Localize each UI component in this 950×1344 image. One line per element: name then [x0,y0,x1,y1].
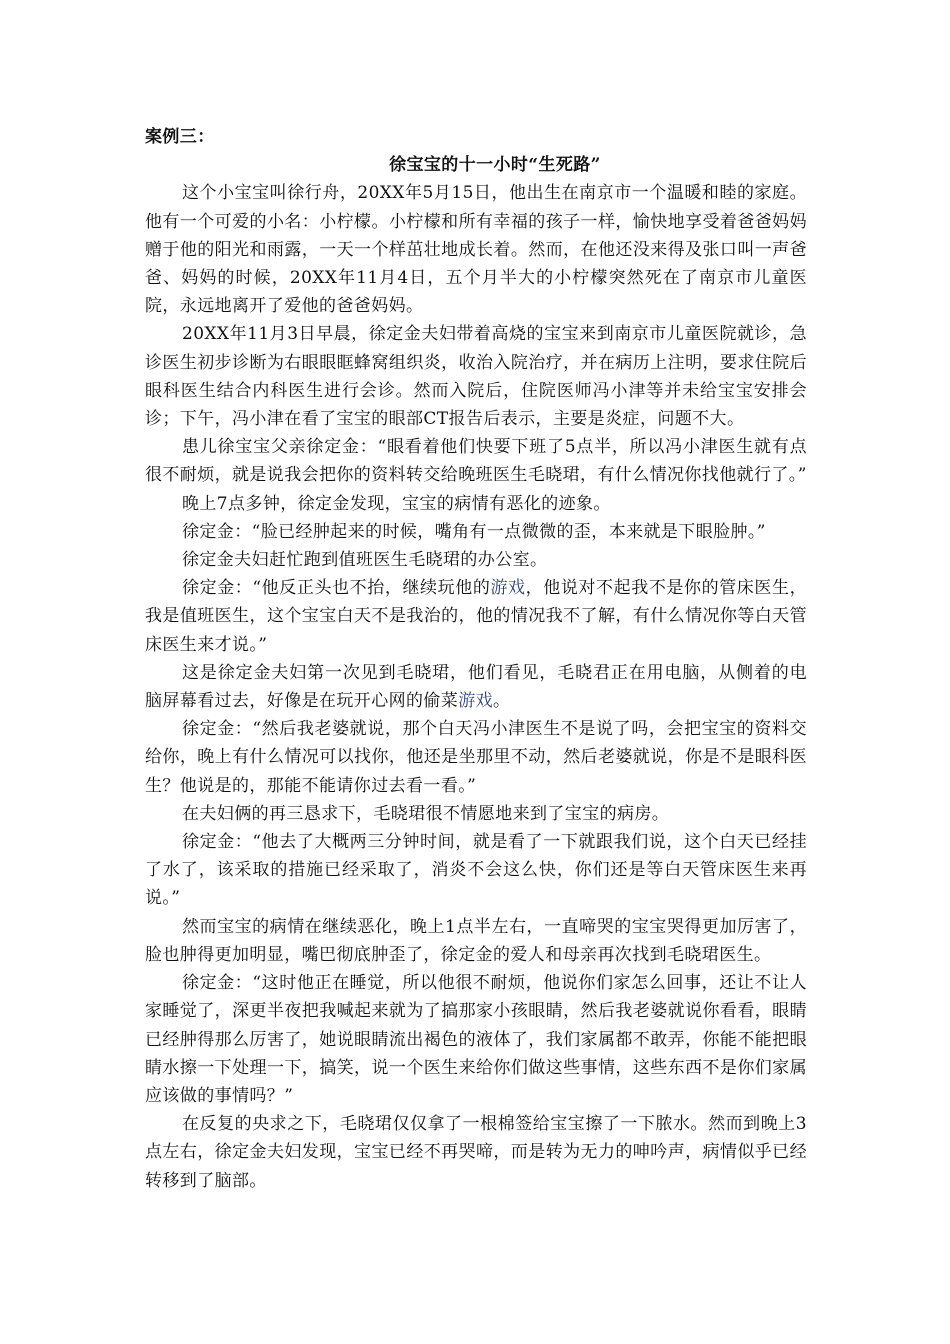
paragraph: 在夫妇俩的再三恳求下，毛晓珺很不情愿地来到了宝宝的病房。 [182,803,670,824]
game-link[interactable]: 游戏 [458,691,494,712]
paragraph: 徐定金：“脸已经肿起来的时候，嘴角有一点微微的歪，本来就是下眼脸肿。” [182,521,766,542]
paragraph-text: 徐定金：“他反正头也不抬，继续玩他的 [182,578,491,599]
paragraph: 在反复的央求之下，毛晓珺仅仅拿了一根棉签给宝宝擦了一下脓水。然而到晚上3点左右，徐定金夫妇发现，宝宝已经不再哭啼，而是转为无力的呻吟声，病情似乎已经转移到了脑部。 [145,1114,807,1191]
game-link[interactable]: 游戏 [490,578,526,599]
paragraph: 患儿徐宝宝父亲徐定金：“眼看着他们快要下班了5点半，所以冯小津医生就有点很不耐烦，就是说我会把你的资料转交给晚班医生毛晓珺，有什么情况你找他就行了。” [145,437,807,486]
paragraph-text: 。 [493,691,511,712]
paragraph: 这个小宝宝叫徐行舟，20XX年5月15日，他出生在南京市一个温暖和睦的家庭。他有一个可爱的小名：小柠檬。小柠檬和所有幸福的孩子一样，愉快地享受着爸爸妈妈赠于他的阳光和雨露，一天一个样茁壮地成长着。然而，在他还没来得及张口叫一声爸爸、妈妈的时候，20XX年11月4日，五个月半大的小柠檬突然死在了南京市儿童医院，永远地离开了爱他的爸爸妈妈。 [145,183,807,317]
case-label: 案例三： [145,127,215,147]
paragraph: 徐定金：“他去了大概两三分钟时间，就是看了一下就跟我们说，这个白天已经挂了水了，该采取的措施已经采取了，消炎不会这么快，你们还是等白天管床医生来再说。” [145,832,807,909]
paragraph-text: 这是徐定金夫妇第一次见到毛晓珺，他们看见，毛晓君正在用电脑，从侧着的电脑屏幕看过去，好像是在玩开心网的偷菜 [145,662,807,712]
paragraph: 徐定金夫妇赶忙跑到值班医生毛晓珺的办公室。 [182,550,548,571]
document-body [145,123,807,1195]
paragraph-text: ，他说对不起我不是你的管床医生，我是值班医生，这个宝宝白天不是我治的，他的情况我不了解，有什么情况你等白天管床医生来才说。” [145,578,807,655]
document-title: 徐宝宝的十一小时“生死路” [389,155,601,176]
paragraph: 徐定金：“这时他正在睡觉，所以他很不耐烦，他说你们家怎么回事，还让不让人家睡觉了，深更半夜把我喊起来就为了搞那家小孩眼睛，然后我老婆就说你看看，眼睛已经肿得那么厉害了，她说眼睛流出褐色的液体了，我们家属都不敢弄，你能不能把眼睛水擦一下处理一下，搞笑，说一个医生来给你们做这些事情，这些东西不是你们家属应该做的事情吗？” [145,973,807,1106]
paragraph: 20XX年11月3日早晨，徐定金夫妇带着高烧的宝宝来到南京市儿童医院就诊，急诊医生初步诊断为右眼眼眶蜂窝组织炎，收治入院治疗，并在病历上注明，要求住院后眼科医生结合内科医生进行会诊。然而入院后，住院医师冯小津等并未给宝宝安排会诊；下午，冯小津在看了宝宝的眼部CT报告后表示，主要是炎症，问题不大。 [145,324,807,430]
paragraph [145,574,807,659]
paragraph: 徐定金：“然后我老婆就说，那个白天冯小津医生不是说了吗，会把宝宝的资料交给你，晚上有什么情况可以找你，他还是坐那里不动，然后老婆就说，你是不是眼科医生？他说是的，那能不能请你过去看一看。” [145,719,807,796]
paragraph [145,659,807,715]
paragraph: 然而宝宝的病情在继续恶化，晚上1点半左右，一直啼哭的宝宝哭得更加厉害了，脸也肿得更加明显，嘴巴彻底肿歪了，徐定金的爱人和母亲再次找到毛晓珺医生。 [145,916,807,965]
paragraph: 晚上7点多钟，徐定金发现，宝宝的病情有恶化的迹象。 [182,493,611,514]
